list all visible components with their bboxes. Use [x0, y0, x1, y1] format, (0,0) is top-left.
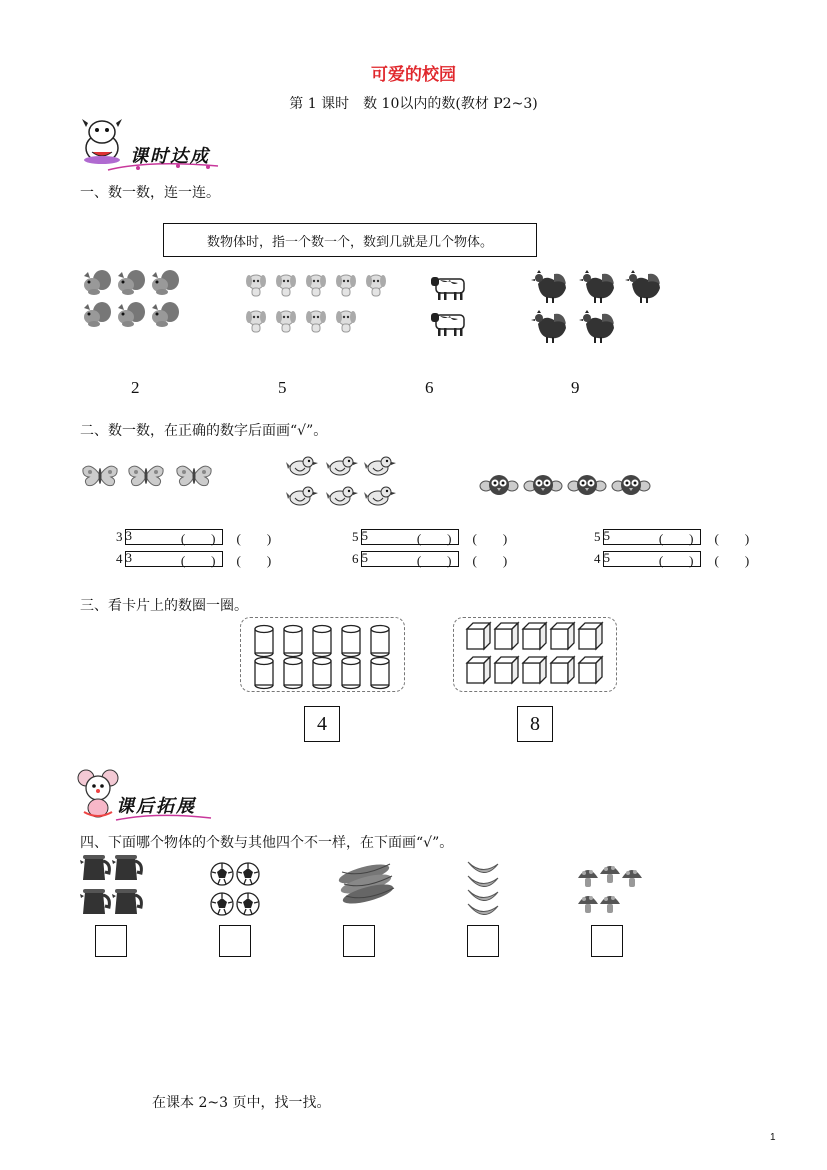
squirrel-group	[84, 270, 179, 327]
q1-number-1: 2	[131, 378, 140, 397]
section-badge-practice	[78, 116, 228, 172]
section-badge-extension	[76, 766, 216, 824]
q1-number-4: 9	[571, 378, 580, 397]
question-1-prompt: 一、数一数，连一连。	[80, 185, 220, 201]
q2-option-row	[116, 528, 271, 546]
answer-box-corn[interactable]	[343, 925, 375, 957]
option-box: 5 ( )	[361, 529, 459, 545]
footer-note: 在课本 2~3 页中，找一找。	[152, 1095, 331, 1111]
answer-paren[interactable]: ( )	[236, 552, 272, 568]
cube-icons	[454, 618, 616, 691]
answer-paren[interactable]: ( )	[714, 530, 750, 546]
banana-group	[468, 862, 498, 915]
answer-paren[interactable]: ( )	[714, 552, 750, 568]
q2-option-row	[352, 550, 507, 568]
q2-option-row	[594, 550, 749, 568]
option-box: 5 ( )	[603, 529, 701, 545]
cylinder-card	[240, 617, 405, 692]
answer-box-kettle[interactable]	[95, 925, 127, 957]
option-number: 4	[116, 551, 123, 566]
section-badge-label: 课时达成	[130, 146, 210, 167]
answer-box-ball[interactable]	[219, 925, 251, 957]
option-number: 5	[352, 529, 359, 544]
cube-card	[453, 617, 617, 692]
answer-paren[interactable]: ( )	[658, 553, 694, 568]
cow-group	[431, 277, 464, 336]
page-title: 可爱的校园	[371, 65, 456, 85]
page-number: 1	[770, 1132, 776, 1143]
question-4-prompt: 四、下面哪个物体的个数与其他四个不一样，在下面画“√”。	[80, 835, 454, 851]
q1-number-2: 5	[278, 378, 287, 397]
option-box: 3 ( )	[125, 551, 223, 567]
option-number: 6	[352, 551, 359, 566]
tip-text: 数物体时，指一个数一个，数到几就是几个物体。	[206, 234, 493, 250]
option-box: 3 ( )	[125, 529, 223, 545]
q2-options-group-2	[352, 528, 507, 568]
ball-group	[211, 863, 259, 915]
answer-box-banana[interactable]	[467, 925, 499, 957]
kettle-group	[80, 855, 141, 914]
rooster-group	[531, 270, 660, 343]
q2-option-row	[116, 550, 271, 568]
answer-paren[interactable]: ( )	[180, 553, 216, 568]
q1-picture-groups	[78, 268, 678, 348]
answer-paren[interactable]: ( )	[472, 552, 508, 568]
corn-group	[337, 861, 395, 908]
number-card-2: 8	[517, 706, 553, 742]
q2-option-row	[594, 528, 749, 546]
number-card-1: 4	[304, 706, 340, 742]
butterfly-group	[83, 466, 211, 486]
section-badge-label: 课后拓展	[116, 796, 196, 817]
answer-paren[interactable]: ( )	[180, 531, 216, 546]
q2-picture-groups	[80, 455, 680, 520]
q2-options-group-3	[594, 528, 749, 568]
question-2-prompt: 二、数一数，在正确的数字后面画“√”。	[80, 423, 328, 439]
option-number: 4	[594, 551, 601, 566]
answer-box-mushroom[interactable]	[591, 925, 623, 957]
tip-box	[163, 223, 537, 257]
option-box: 5 ( )	[361, 551, 459, 567]
answer-paren[interactable]: ( )	[236, 530, 272, 546]
q2-option-row	[352, 528, 507, 546]
q2-options-group-1	[116, 528, 271, 568]
answer-paren[interactable]: ( )	[658, 531, 694, 546]
q4-picture-groups	[80, 852, 660, 920]
option-number: 3	[116, 529, 123, 544]
answer-paren[interactable]: ( )	[416, 531, 452, 546]
bird-group	[286, 457, 396, 505]
answer-paren[interactable]: ( )	[416, 553, 452, 568]
mushroom-group	[578, 866, 642, 913]
owl-group	[480, 475, 650, 495]
option-number: 5	[594, 529, 601, 544]
dog-group	[246, 275, 386, 332]
q1-number-3: 6	[425, 378, 434, 397]
option-box: 5 ( )	[603, 551, 701, 567]
cylinder-icons	[241, 618, 404, 691]
answer-paren[interactable]: ( )	[472, 530, 508, 546]
lesson-subtitle: 第 1 课时 数 10以内的数(教材 P2~3)	[289, 96, 538, 112]
question-3-prompt: 三、看卡片上的数圈一圈。	[80, 598, 248, 614]
